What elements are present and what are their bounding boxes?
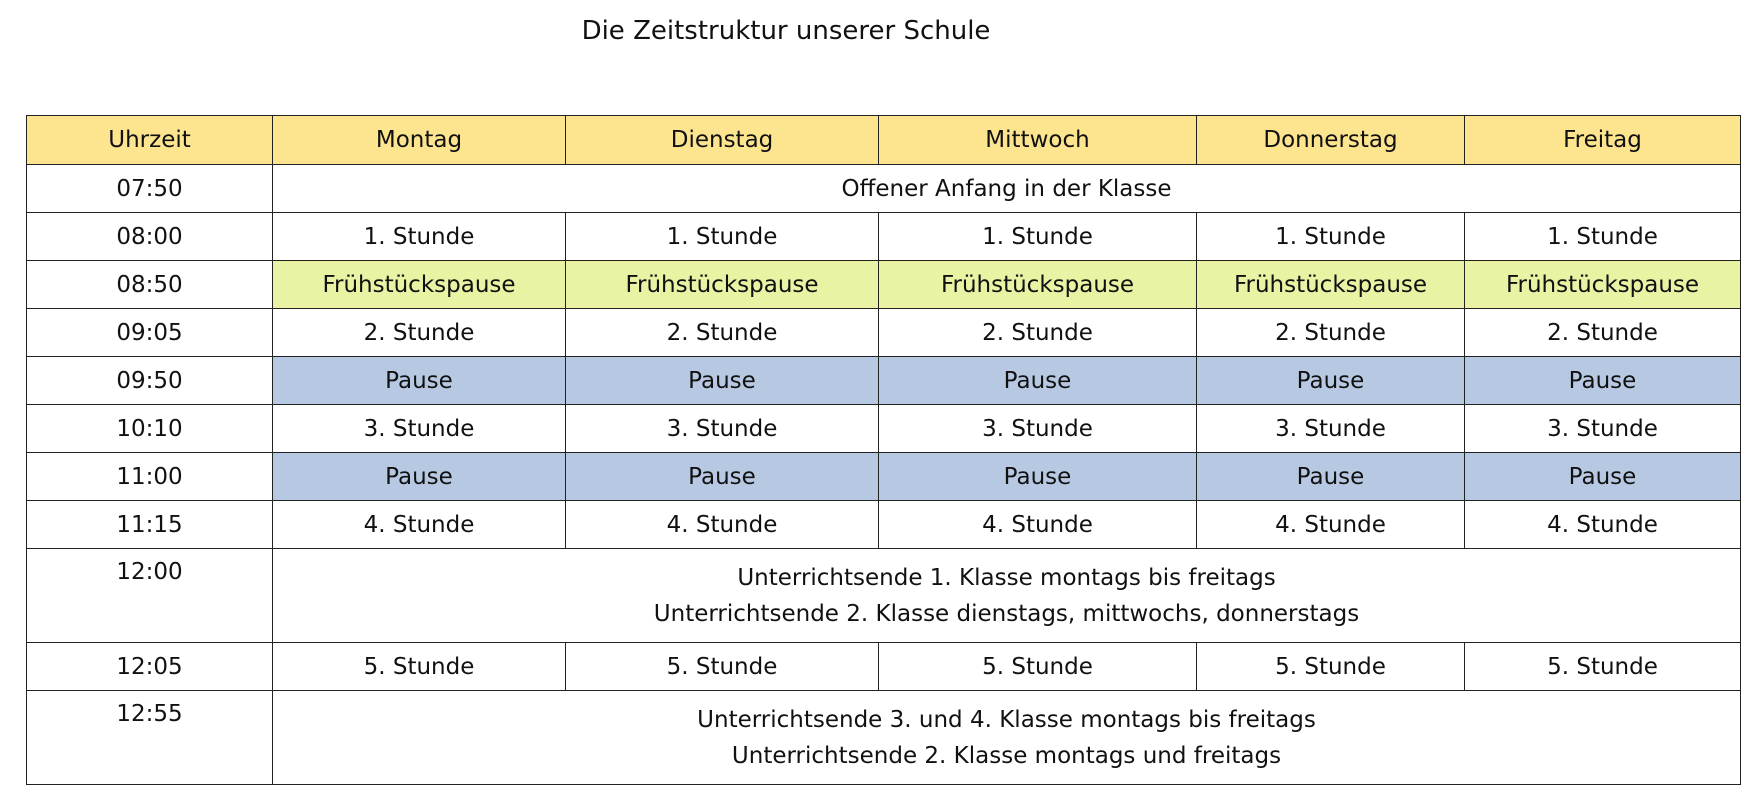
- lesson-cell-thursday: 4. Stunde: [1197, 501, 1465, 549]
- time-cell: 09:05: [27, 309, 273, 357]
- time-cell: 08:00: [27, 213, 273, 261]
- table-row: [27, 549, 1741, 643]
- pause-cell-wednesday: Pause: [879, 453, 1197, 501]
- breakfast-cell-tuesday: Frühstückspause: [566, 261, 879, 309]
- table-row: [27, 165, 1741, 213]
- pause-cell-monday: Pause: [273, 357, 566, 405]
- open-start-cell: Offener Anfang in der Klasse: [273, 165, 1741, 213]
- pause-cell-thursday: Pause: [1197, 453, 1465, 501]
- table-row: [27, 453, 1741, 501]
- pause-cell-thursday: Pause: [1197, 357, 1465, 405]
- breakfast-cell-thursday: Frühstückspause: [1197, 261, 1465, 309]
- lesson-cell-tuesday: 3. Stunde: [566, 405, 879, 453]
- pause-cell-tuesday: Pause: [566, 453, 879, 501]
- lesson-cell-monday: 5. Stunde: [273, 643, 566, 691]
- table-row: [27, 357, 1741, 405]
- time-cell: 09:50: [27, 357, 273, 405]
- lesson-cell-friday: 3. Stunde: [1465, 405, 1741, 453]
- lesson-cell-wednesday: 2. Stunde: [879, 309, 1197, 357]
- lesson-cell-friday: 2. Stunde: [1465, 309, 1741, 357]
- table-row: [27, 691, 1741, 785]
- lesson-cell-friday: 4. Stunde: [1465, 501, 1741, 549]
- schedule-table: [26, 115, 1741, 785]
- pause-cell-friday: Pause: [1465, 453, 1741, 501]
- end-of-lessons-line: Unterrichtsende 2. Klasse dienstags, mittwochs, donnerstags: [653, 600, 1360, 627]
- lesson-cell-monday: 2. Stunde: [273, 309, 566, 357]
- time-cell: 12:00: [27, 549, 273, 643]
- end-of-lessons-line: Unterrichtsende 3. und 4. Klasse montags bis freitags: [697, 706, 1316, 733]
- table-row: [27, 213, 1741, 261]
- time-cell: 11:00: [27, 453, 273, 501]
- lesson-cell-wednesday: 4. Stunde: [879, 501, 1197, 549]
- header-tuesday: Dienstag: [566, 116, 879, 165]
- time-cell: 12:55: [27, 691, 273, 785]
- breakfast-cell-friday: Frühstückspause: [1465, 261, 1741, 309]
- time-cell: 08:50: [27, 261, 273, 309]
- header-thursday: Donnerstag: [1197, 116, 1465, 165]
- pause-cell-monday: Pause: [273, 453, 566, 501]
- lesson-cell-tuesday: 4. Stunde: [566, 501, 879, 549]
- lesson-cell-monday: 1. Stunde: [273, 213, 566, 261]
- lesson-cell-thursday: 2. Stunde: [1197, 309, 1465, 357]
- pause-cell-friday: Pause: [1465, 357, 1741, 405]
- lesson-cell-friday: 1. Stunde: [1465, 213, 1741, 261]
- lesson-cell-tuesday: 1. Stunde: [566, 213, 879, 261]
- breakfast-cell-monday: Frühstückspause: [273, 261, 566, 309]
- table-row: [27, 501, 1741, 549]
- lesson-cell-monday: 4. Stunde: [273, 501, 566, 549]
- time-cell: 11:15: [27, 501, 273, 549]
- pause-cell-tuesday: Pause: [566, 357, 879, 405]
- page-title: Die Zeitstruktur unserer Schule: [581, 16, 991, 46]
- table-header-row: [27, 116, 1741, 165]
- end-of-lessons-cell: [273, 691, 1741, 785]
- time-cell: 12:05: [27, 643, 273, 691]
- table-row: [27, 309, 1741, 357]
- header-friday: Freitag: [1465, 116, 1741, 165]
- breakfast-cell-wednesday: Frühstückspause: [879, 261, 1197, 309]
- lesson-cell-wednesday: 3. Stunde: [879, 405, 1197, 453]
- header-time: Uhrzeit: [27, 116, 273, 165]
- lesson-cell-wednesday: 1. Stunde: [879, 213, 1197, 261]
- lesson-cell-tuesday: 2. Stunde: [566, 309, 879, 357]
- lesson-cell-thursday: 1. Stunde: [1197, 213, 1465, 261]
- lesson-cell-tuesday: 5. Stunde: [566, 643, 879, 691]
- table-row: [27, 405, 1741, 453]
- pause-cell-wednesday: Pause: [879, 357, 1197, 405]
- table-row: [27, 261, 1741, 309]
- end-of-lessons-line: Unterrichtsende 2. Klasse montags und freitags: [731, 742, 1282, 769]
- lesson-cell-friday: 5. Stunde: [1465, 643, 1741, 691]
- table-row: [27, 643, 1741, 691]
- header-monday: Montag: [273, 116, 566, 165]
- lesson-cell-monday: 3. Stunde: [273, 405, 566, 453]
- time-cell: 10:10: [27, 405, 273, 453]
- header-wednesday: Mittwoch: [879, 116, 1197, 165]
- end-of-lessons-cell: [273, 549, 1741, 643]
- time-cell: 07:50: [27, 165, 273, 213]
- lesson-cell-wednesday: 5. Stunde: [879, 643, 1197, 691]
- lesson-cell-thursday: 3. Stunde: [1197, 405, 1465, 453]
- end-of-lessons-line: Unterrichtsende 1. Klasse montags bis freitags: [737, 564, 1276, 591]
- lesson-cell-thursday: 5. Stunde: [1197, 643, 1465, 691]
